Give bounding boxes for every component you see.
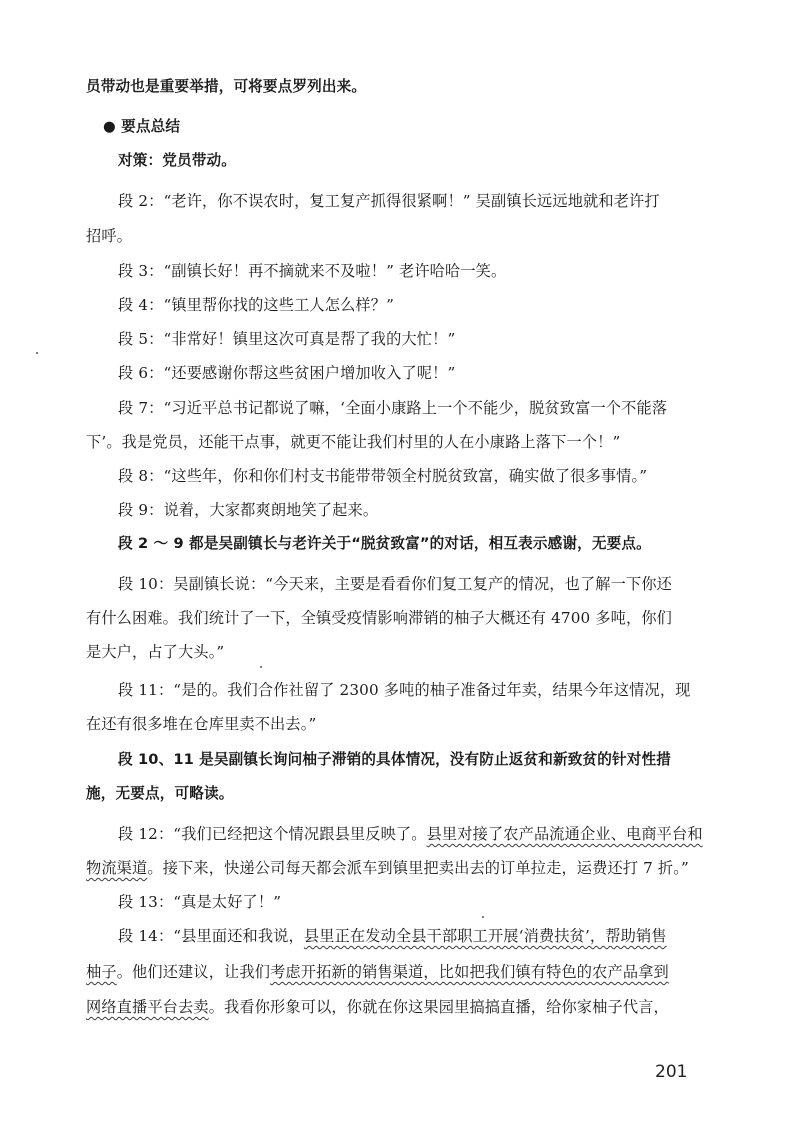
text-line: 对策：党员带动。 [118,152,236,169]
scan-speck [36,352,38,354]
underlined-key-point: 县里对接了农产品流通企业、电商平台和 [426,825,703,843]
text-line: 段 4：“镇里帮你找的这些工人怎么样？” [118,296,395,314]
text-line [86,857,689,879]
text-segment: 。我看你形象可以，你就在你这果园里搞搞直播，给你家柚子代言， [208,998,669,1016]
text-line: 有什么困难。我们统计了一下，全镇受疫情影响滞销的柚子大概还有 4700 多吨，你们 [86,609,673,627]
text-line [86,996,669,1018]
text-line [118,925,667,947]
text-segment: 。接下来，快递公司每天都会派车到镇里把卖出去的订单拉走，运费还打 7 折。” [147,859,689,877]
text-line: 段 6：“还要感谢你帮这些贫困户增加收入了呢！” [118,364,456,382]
scan-speck [482,916,484,918]
underlined-key-point: 柚子 [86,963,117,981]
text-segment: 。他们还建议，让我们 [116,963,271,981]
text-line: 下’。我是党员，还能干点事，就更不能让我们村里的人在小康路上落下一个！” [86,433,621,451]
text-line: 段 13：“真是太好了！” [118,893,282,911]
text-line: 在还有很多堆在仓库里卖不出去。” [86,715,317,733]
text-segment: 段 14：“县里面还和我说， [118,927,304,945]
text-line: 段 9：说着，大家都爽朗地笑了起来。 [118,501,379,519]
text-line [86,961,669,983]
text-line: 招呼。 [86,227,133,245]
underlined-key-point: 网络直播平台去卖 [86,998,209,1016]
underlined-key-point: 物流渠道 [86,859,148,877]
analysis-note: 段 10、11 是吴副镇长询问柚子滞销的具体情况，没有防止返贫和新致贫的针对性措 [118,751,671,768]
underlined-key-point: 考虑开拓新的销售渠道，比如把我们镇有特色的农产品拿到 [270,963,669,981]
text-line: 段 7：“习近平总书记都说了嘛，‘全面小康路上一个不能少，脱贫致富一个不能落 [118,399,668,417]
section-heading: ● 要点总结 [103,118,181,135]
text-segment: 段 12：“我们已经把这个情况跟县里反映了。 [118,825,427,843]
scan-speck [260,666,262,668]
page-number: 201 [655,1062,688,1082]
text-line: 员带动也是重要举措，可将要点罗列出来。 [86,78,367,95]
text-line: 段 10：吴副镇长说：“今天来，主要是看看你们复工复产的情况，也了解一下你还 [118,575,672,593]
text-line: 段 8：“这些年，你和你们村支书能带带领全村脱贫致富，确实做了很多事情。” [118,467,648,485]
text-line: 段 3：“副镇长好！再不摘就来不及啦！” 老许哈哈一笑。 [118,262,507,280]
text-line: 是大户，占了大头。” [86,643,225,661]
text-line: 段 5：“非常好！镇里这次可真是帮了我的大忙！” [118,330,456,348]
text-line [118,823,703,845]
text-line: 段 2：“老许，你不误农时，复工复产抓得很紧啊！” 吴副镇长远远地就和老许打 [118,192,660,210]
text-line: 段 11：“是的。我们合作社留了 2300 多吨的柚子准备过年卖，结果今年这情况，现 [118,681,691,699]
underlined-key-point: 县里正在发动全县干部职工开展‘消费扶贫’，帮助销售 [303,927,667,945]
analysis-note: 段 2 ～ 9 都是吴副镇长与老许关于“脱贫致富”的对话，相互表示感谢，无要点。 [118,535,651,552]
analysis-note: 施，无要点，可略读。 [86,785,234,802]
